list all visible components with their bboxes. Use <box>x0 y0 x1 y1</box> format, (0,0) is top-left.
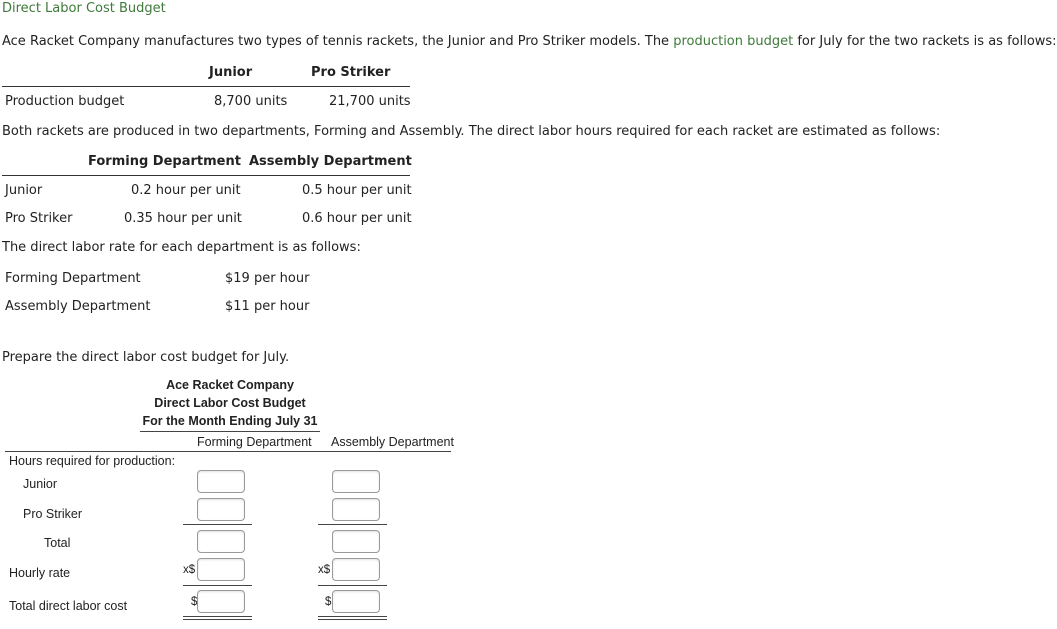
assembly-junior-hours-input[interactable] <box>332 470 380 493</box>
forming-cost-dollar-sign: $ <box>191 596 198 608</box>
assembly-double-underline-2 <box>318 619 387 620</box>
rate-forming-label: Forming Department <box>5 271 141 286</box>
hours-header-divider <box>2 175 410 176</box>
hours-row-junior-assembly: 0.5 hour per unit <box>302 183 412 198</box>
budget-period: For the Month Ending July 31 <box>142 414 318 428</box>
budget-pro-striker-label: Pro Striker <box>23 507 83 521</box>
forming-total-line <box>183 585 252 586</box>
production-row-label: Production budget <box>5 94 125 109</box>
assembly-total-cost-input[interactable] <box>332 590 380 613</box>
budget-col-assembly: Assembly Department <box>331 435 454 449</box>
hours-row-pro-striker-forming: 0.35 hour per unit <box>124 211 242 226</box>
production-header-junior: Junior <box>209 65 253 80</box>
forming-hourly-rate-input[interactable] <box>197 558 245 581</box>
intro-suffix: for July for the two rackets is as follows: <box>793 34 1057 49</box>
forming-subtotal-line <box>183 524 252 525</box>
intro-paragraph <box>2 34 1057 49</box>
production-junior-value: 8,700 units <box>214 94 288 109</box>
rate-forming-value: $19 per hour <box>225 271 310 286</box>
assembly-cost-dollar-sign: $ <box>325 596 332 608</box>
assembly-total-hours-input[interactable] <box>332 530 380 553</box>
hours-row-junior-label: Junior <box>5 183 43 198</box>
assembly-rate-prefix: x$ <box>318 564 331 576</box>
hours-header-forming: Forming Department <box>88 154 241 169</box>
forming-double-underline-1 <box>183 616 252 617</box>
budget-company: Ace Racket Company <box>166 378 294 392</box>
forming-junior-hours-input[interactable] <box>197 470 245 493</box>
hours-row-junior-forming: 0.2 hour per unit <box>131 183 241 198</box>
assembly-double-underline-1 <box>318 616 387 617</box>
forming-double-underline-2 <box>183 619 252 620</box>
production-budget-link[interactable]: production budget <box>673 34 794 49</box>
hours-header-assembly: Assembly Department <box>249 154 412 169</box>
page-title: Direct Labor Cost Budget <box>2 1 166 16</box>
budget-hours-required-label: Hours required for production: <box>9 454 176 468</box>
forming-pro-striker-hours-input[interactable] <box>197 498 245 521</box>
budget-hourly-rate-label: Hourly rate <box>9 566 71 580</box>
production-pro-striker-value: 21,700 units <box>329 94 411 109</box>
production-header-divider <box>2 86 410 87</box>
intro-prefix: Ace Racket Company manufactures two types of tennis rackets, the Junior and Pro Striker models. The <box>2 34 674 49</box>
budget-period-underline <box>140 431 320 432</box>
budget-name: Direct Labor Cost Budget <box>154 396 306 410</box>
production-header-pro-striker: Pro Striker <box>311 65 391 80</box>
budget-col-forming: Forming Department <box>197 435 312 449</box>
forming-rate-prefix: x$ <box>183 564 196 576</box>
budget-junior-label: Junior <box>23 477 58 491</box>
assembly-pro-striker-hours-input[interactable] <box>332 498 380 521</box>
forming-total-hours-input[interactable] <box>197 530 245 553</box>
assembly-hourly-rate-input[interactable] <box>332 558 380 581</box>
forming-total-cost-input[interactable] <box>197 590 245 613</box>
budget-total-cost-label: Total direct labor cost <box>9 599 128 613</box>
assembly-total-line <box>318 585 387 586</box>
rate-assembly-label: Assembly Department <box>5 299 151 314</box>
instruction-text: Prepare the direct labor cost budget for July. <box>2 350 290 365</box>
hours-row-pro-striker-label: Pro Striker <box>5 211 73 226</box>
assembly-subtotal-line <box>318 524 387 525</box>
budget-total-label: Total <box>44 536 71 550</box>
rate-assembly-value: $11 per hour <box>225 299 310 314</box>
departments-paragraph: Both rackets are produced in two departments, Forming and Assembly. The direct labor hours required for each racket are estimated as follows: <box>2 124 941 139</box>
hours-row-pro-striker-assembly: 0.6 hour per unit <box>302 211 412 226</box>
budget-header-divider <box>5 451 451 452</box>
rate-paragraph: The direct labor rate for each department is as follows: <box>2 240 361 255</box>
